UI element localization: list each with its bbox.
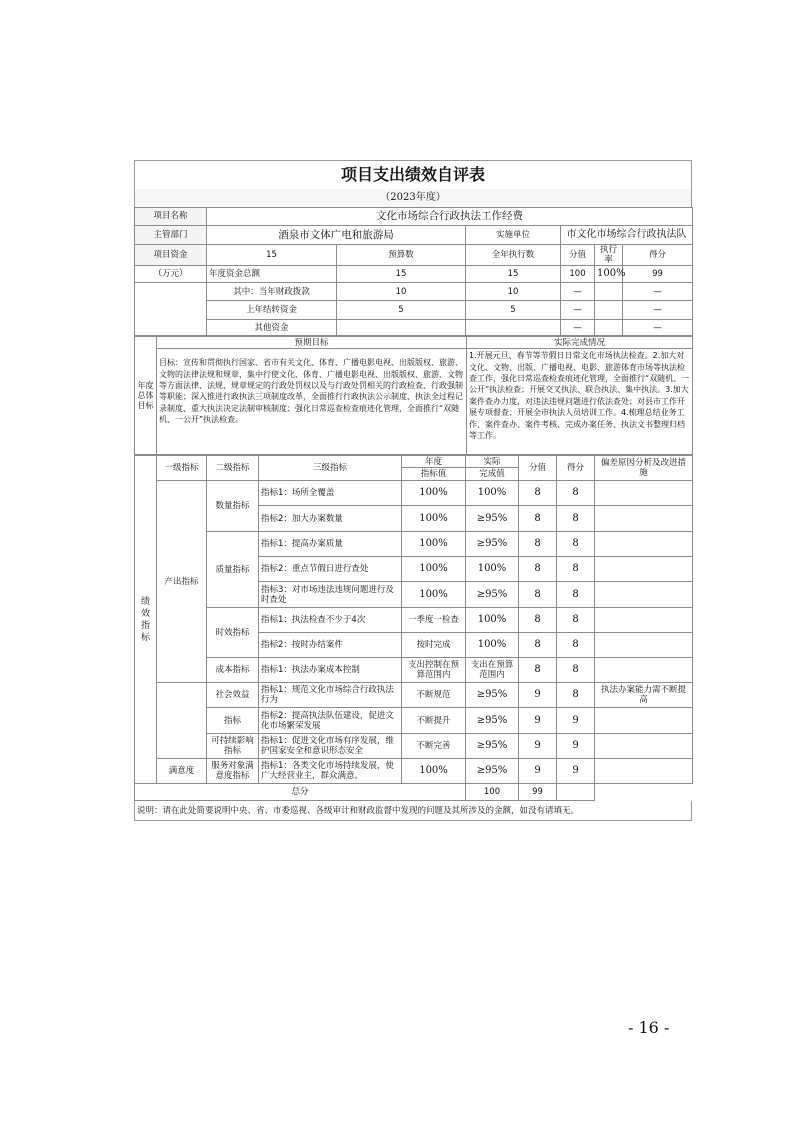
l2-social-a: 社会效益 (207, 683, 259, 708)
actual-header: 实际 (466, 456, 519, 468)
indicator-target: 按时完成 (402, 633, 466, 658)
annual-total-score-value: 100 (561, 266, 595, 283)
score-value-header: 分值 (561, 245, 595, 266)
annual-total-rate: 100% (595, 266, 623, 283)
l1-output: 产出指标 (157, 481, 207, 683)
completed-value-header: 完成值 (466, 468, 519, 481)
indicator-l3: 指标2：按时办结案件 (259, 633, 402, 658)
indicator-score-value: 8 (519, 506, 557, 532)
wan-yuan-label: （万元） (135, 266, 207, 283)
other-score: — (623, 320, 693, 336)
indicator-deviation (595, 759, 693, 784)
expected-goal-header: 预期目标 (157, 337, 467, 349)
indicator-score-value: 8 (519, 658, 557, 683)
funds-value: 15 (207, 245, 337, 266)
indicator-l3: 指标2：提高执法队伍建设，促进文化市场繁荣发展 (259, 708, 402, 734)
carryover-budget: 5 (337, 301, 466, 320)
indicator-target: 100% (402, 532, 466, 557)
indicator-table (134, 455, 693, 801)
indicator-deviation (595, 658, 693, 683)
perf-indicator-label: 绩效指标 (140, 596, 150, 644)
indicator-l3: 指标1：执法办案成本控制 (259, 658, 402, 683)
total-score: 99 (519, 784, 557, 801)
other-funds-label: 其他资金 (207, 320, 337, 336)
budget-header: 预算数 (337, 245, 466, 266)
annual-total-budget: 15 (337, 266, 466, 283)
actual-completion-text: 1.开展元旦、春节等节假日日常文化市场执法检查。2.加大对文化、文物、出版、广播电视、电影、旅游体育市场等执法检查工作，强化日常巡查检查痕迹化管理，全面推行“双随机、一公开”执法检查；开展交叉执法、联合执法、集中执法。3.加大案件查办力度，对违法违规问题进行依法查处；对县市工作开展专项督查；开展全市执法人员培训工作。4.梳理总结业务工作、案件查办、案件考核、完成办案任务、执法文书整理归档等工作。 (467, 349, 693, 455)
indicator-l3: 指标1：提高办案质量 (259, 532, 402, 557)
carryover-score-value: — (561, 301, 595, 320)
other-score-value: — (561, 320, 595, 336)
indicator-deviation (595, 608, 693, 633)
indicator-score-value: 9 (519, 683, 557, 708)
annual-total-score: 99 (623, 266, 693, 283)
indicator-score: 9 (557, 734, 595, 759)
indicator-actual: 支出在预算范围内 (466, 658, 519, 683)
score-col-header: 得分 (557, 456, 595, 481)
indicator-actual: ≥95% (466, 708, 519, 734)
indicator-score: 9 (557, 759, 595, 784)
annual-goal-label: 年度总体目标 (137, 380, 154, 410)
indicator-actual: ≥95% (466, 582, 519, 608)
indicator-deviation (595, 582, 693, 608)
indicator-score: 8 (557, 557, 595, 582)
impl-unit-label: 实施单位 (466, 226, 561, 245)
l2-quality: 质量指标 (207, 532, 259, 608)
department-value: 酒泉市文体广电和旅游局 (207, 226, 466, 245)
level1-header: 一级指标 (157, 456, 207, 481)
indicator-score: 8 (557, 683, 595, 708)
indicator-deviation (595, 708, 693, 734)
indicator-target: 不断提升 (402, 708, 466, 734)
indicator-score: 9 (557, 708, 595, 734)
l2-service: 服务对象满意度指标 (207, 759, 259, 784)
form-title: 项目支出绩效自评表 (134, 160, 692, 189)
indicator-target: 不断完善 (402, 734, 466, 759)
level2-header: 二级指标 (207, 456, 259, 481)
annual-header: 年度 (402, 456, 466, 468)
carryover-label: 上年结转资金 (207, 301, 337, 320)
page-number: - 16 - (628, 1018, 670, 1037)
current-fiscal-label: 其中：当年财政拨款 (207, 283, 337, 301)
l2-sustain: 可持续影响指标 (207, 734, 259, 759)
l1-satisfaction: 满意度 (157, 759, 207, 784)
indicator-score-value: 9 (519, 734, 557, 759)
actual-completion-header: 实际完成情况 (467, 337, 693, 349)
indicator-score: 8 (557, 532, 595, 557)
indicator-score-value: 8 (519, 633, 557, 658)
indicator-deviation (595, 481, 693, 506)
indicator-deviation (595, 557, 693, 582)
l2-quantity: 数量指标 (207, 481, 259, 532)
current-fiscal-budget: 10 (337, 283, 466, 301)
indicator-actual: ≥95% (466, 532, 519, 557)
annual-total-label: 年度资金总额 (207, 266, 337, 283)
project-name-label: 项目名称 (135, 208, 207, 226)
form-note: 说明：请在此处简要说明中央、省、市委巡视、各级审计和财政监督中发现的问题及其所涉及的金额，如没有请填无。 (134, 801, 692, 821)
score-value-col-header: 分值 (519, 456, 557, 481)
indicator-actual: ≥95% (466, 759, 519, 784)
indicator-score-value: 8 (519, 532, 557, 557)
self-evaluation-form (134, 160, 692, 821)
indicator-l3: 指标3：对市场违法违规问题进行及时查处 (259, 582, 402, 608)
carryover-score: — (623, 301, 693, 320)
indicator-target: 100% (402, 506, 466, 532)
indicator-target: 不断规范 (402, 683, 466, 708)
l2-social-b: 指标 (207, 708, 259, 734)
goal-table (134, 336, 693, 455)
indicator-actual: 100% (466, 633, 519, 658)
indicator-deviation (595, 633, 693, 658)
project-funds-label: 项目资金 (135, 245, 207, 266)
score-header: 得分 (623, 245, 693, 266)
funds-table (134, 207, 693, 336)
indicator-actual: 100% (466, 557, 519, 582)
l2-time: 时效指标 (207, 608, 259, 658)
project-name-value: 文化市场综合行政执法工作经费 (207, 208, 693, 226)
indicator-score: 8 (557, 633, 595, 658)
annual-total-executed: 15 (466, 266, 561, 283)
total-score-value: 100 (466, 784, 519, 801)
indicator-deviation: 执法办案能力需不断提高 (595, 683, 693, 708)
indicator-l3: 指标1：场所全覆盖 (259, 481, 402, 506)
indicator-actual: ≥95% (466, 734, 519, 759)
indicator-target: 一季度一检查 (402, 608, 466, 633)
expected-goal-text: 目标：宣传和贯彻执行国家、省市有关文化、体育、广播电影电视、出版版权、旅游、文物的法律法规和规章，集中行使文化、体育、广播电影电视、出版版权、旅游、文物等方面法律、法规、规章规定的行政处罚权以及与行政处罚相关的行政检查、行政强制等职能；深入推进行政执法三项制度改革，全面推行行政执法公示制度、执法全过程记录制度、重大执法决定法制审核制度；强化日常巡查检查痕迹化管理，全面推行“双随机、一公开”执法检查。 (157, 349, 467, 455)
indicator-score: 8 (557, 506, 595, 532)
indicator-score: 8 (557, 658, 595, 683)
executed-header: 全年执行数 (466, 245, 561, 266)
exec-rate-header: 执行率 (595, 245, 623, 266)
current-fiscal-score-value: — (561, 283, 595, 301)
current-fiscal-score: — (623, 283, 693, 301)
indicator-target: 100% (402, 481, 466, 506)
l2-cost: 成本指标 (207, 658, 259, 683)
indicator-target: 100% (402, 759, 466, 784)
form-year: （2023年度） (134, 189, 692, 207)
indicator-score: 8 (557, 582, 595, 608)
indicator-l3: 指标1：促进文化市场有序发展，维护国家安全和意识形态安全 (259, 734, 402, 759)
indicator-actual: ≥95% (466, 506, 519, 532)
level3-header: 三级指标 (259, 456, 402, 481)
indicator-l3: 指标2：加大办案数量 (259, 506, 402, 532)
indicator-actual: 100% (466, 481, 519, 506)
department-label: 主管部门 (135, 226, 207, 245)
impl-unit-value: 市文化市场综合行政执法队 (561, 226, 693, 245)
indicator-score-value: 8 (519, 582, 557, 608)
indicator-score-value: 9 (519, 708, 557, 734)
indicator-score: 8 (557, 481, 595, 506)
indicator-score-value: 8 (519, 557, 557, 582)
indicator-deviation (595, 734, 693, 759)
indicator-score-value: 9 (519, 759, 557, 784)
indicator-score-value: 8 (519, 608, 557, 633)
indicator-target: 100% (402, 557, 466, 582)
indicator-target: 100% (402, 582, 466, 608)
indicator-deviation (595, 532, 693, 557)
current-fiscal-executed: 10 (466, 283, 561, 301)
target-value-header: 指标值 (402, 468, 466, 481)
deviation-header: 偏差原因分析及改进措施 (595, 456, 693, 481)
indicator-score-value: 8 (519, 481, 557, 506)
indicator-l3: 指标1：规范文化市场综合行政执法行为 (259, 683, 402, 708)
carryover-executed: 5 (466, 301, 561, 320)
indicator-actual: 100% (466, 608, 519, 633)
indicator-l3: 指标1：执法检查不少于4次 (259, 608, 402, 633)
indicator-score: 8 (557, 608, 595, 633)
indicator-l3: 指标2：重点节假日进行查处 (259, 557, 402, 582)
total-label: 总分 (135, 784, 466, 801)
indicator-target: 支出控制在预算范围内 (402, 658, 466, 683)
indicator-l3: 指标1：各类文化市场持续发展，使广大经营业主，群众满意。 (259, 759, 402, 784)
indicator-actual: ≥95% (466, 683, 519, 708)
indicator-deviation (595, 506, 693, 532)
